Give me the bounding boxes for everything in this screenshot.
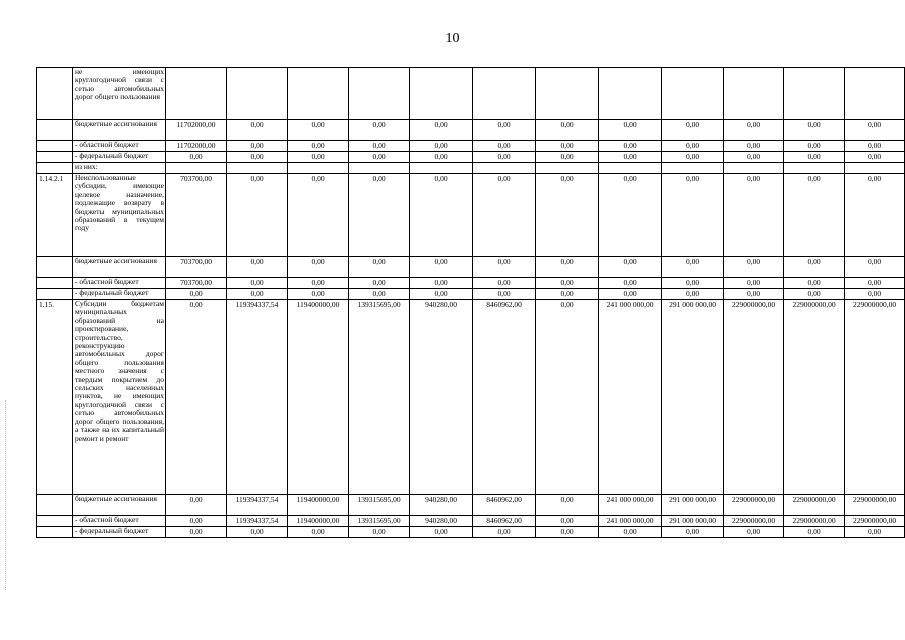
value-cell: 0,00 [845, 289, 905, 300]
value-cell: 0,00 [473, 141, 536, 152]
table-row [37, 300, 905, 495]
value-cell: 0,00 [784, 174, 845, 257]
value-cell: 229000000,00 [784, 300, 845, 495]
row-name: из них: [73, 163, 166, 174]
value-cell: 229000000,00 [724, 516, 784, 527]
value-cell: 0,00 [166, 300, 227, 495]
page-number: 10 [445, 31, 460, 46]
value-cell: 0,00 [227, 527, 288, 538]
value-cell [845, 163, 905, 174]
value-cell: 0,00 [166, 495, 227, 516]
value-cell: 139315695,00 [349, 516, 410, 527]
value-cell: 0,00 [410, 120, 473, 141]
row-name: - областной бюджет [73, 278, 166, 289]
value-cell: 0,00 [845, 152, 905, 163]
value-cell: 229000000,00 [845, 300, 905, 495]
value-cell: 11702000,00 [166, 120, 227, 141]
value-cell: 0,00 [473, 174, 536, 257]
value-cell: 0,00 [536, 289, 599, 300]
value-cell: 0,00 [410, 527, 473, 538]
value-cell: 0,00 [662, 289, 724, 300]
value-cell: 0,00 [349, 257, 410, 278]
value-cell: 0,00 [288, 152, 349, 163]
value-cell: 0,00 [536, 257, 599, 278]
row-name: - федеральный бюджет [73, 152, 166, 163]
value-cell: 0,00 [288, 141, 349, 152]
value-cell [473, 163, 536, 174]
value-cell: 0,00 [724, 174, 784, 257]
value-cell: 0,00 [662, 278, 724, 289]
value-cell: 0,00 [473, 257, 536, 278]
row-code: 1.15. [37, 300, 73, 495]
value-cell: 0,00 [845, 141, 905, 152]
value-cell [536, 163, 599, 174]
table-row [37, 527, 905, 538]
value-cell: 0,00 [410, 257, 473, 278]
value-cell: 0,00 [473, 120, 536, 141]
value-cell: 703700,00 [166, 278, 227, 289]
value-cell: 119394337,54 [227, 516, 288, 527]
value-cell [599, 68, 662, 120]
value-cell: 0,00 [784, 289, 845, 300]
table-row [37, 278, 905, 289]
value-cell: 0,00 [227, 152, 288, 163]
value-cell: 0,00 [724, 527, 784, 538]
row-code [37, 527, 73, 538]
value-cell: 291 000 000,00 [662, 300, 724, 495]
value-cell: 0,00 [784, 527, 845, 538]
value-cell [662, 163, 724, 174]
value-cell: 0,00 [536, 278, 599, 289]
row-code [37, 141, 73, 152]
value-cell: 0,00 [784, 141, 845, 152]
value-cell: 0,00 [227, 174, 288, 257]
value-cell: 119394337,54 [227, 495, 288, 516]
value-cell: 0,00 [288, 174, 349, 257]
value-cell [349, 68, 410, 120]
row-code [37, 120, 73, 141]
value-cell: 0,00 [536, 495, 599, 516]
value-cell: 11702000,00 [166, 141, 227, 152]
value-cell: 0,00 [662, 120, 724, 141]
value-cell: 0,00 [784, 120, 845, 141]
value-cell: 0,00 [410, 141, 473, 152]
value-cell: 241 000 000,00 [599, 300, 662, 495]
table-row [37, 289, 905, 300]
value-cell [410, 68, 473, 120]
value-cell: 0,00 [599, 289, 662, 300]
value-cell: 0,00 [845, 120, 905, 141]
value-cell: 0,00 [349, 278, 410, 289]
value-cell: 0,00 [845, 174, 905, 257]
value-cell: 0,00 [536, 120, 599, 141]
value-cell: 0,00 [473, 527, 536, 538]
value-cell: 0,00 [349, 120, 410, 141]
value-cell [473, 68, 536, 120]
value-cell [724, 68, 784, 120]
table-row [37, 257, 905, 278]
value-cell: 0,00 [288, 289, 349, 300]
row-name: бюджетные ассигнования [73, 495, 166, 516]
value-cell: 0,00 [227, 120, 288, 141]
row-code [37, 289, 73, 300]
value-cell: 703700,00 [166, 257, 227, 278]
value-cell: 0,00 [724, 120, 784, 141]
value-cell: 0,00 [227, 257, 288, 278]
value-cell: 0,00 [724, 257, 784, 278]
value-cell [227, 68, 288, 120]
row-name: - федеральный бюджет [73, 289, 166, 300]
value-cell: 940280,00 [410, 495, 473, 516]
row-name: - областной бюджет [73, 141, 166, 152]
value-cell: 0,00 [599, 141, 662, 152]
value-cell: 0,00 [536, 300, 599, 495]
value-cell: 8460962,00 [473, 516, 536, 527]
value-cell: 0,00 [599, 257, 662, 278]
row-code: 1.14.2.1 [37, 174, 73, 257]
value-cell [599, 163, 662, 174]
value-cell: 0,00 [349, 527, 410, 538]
row-name: бюджетные ассигнования [73, 257, 166, 278]
value-cell: 229000000,00 [845, 516, 905, 527]
value-cell: 0,00 [227, 278, 288, 289]
value-cell: 0,00 [599, 152, 662, 163]
value-cell [784, 163, 845, 174]
value-cell: 0,00 [845, 527, 905, 538]
row-code [37, 257, 73, 278]
value-cell: 0,00 [662, 257, 724, 278]
value-cell: 0,00 [410, 174, 473, 257]
row-code [37, 152, 73, 163]
value-cell: 0,00 [349, 141, 410, 152]
value-cell: 0,00 [349, 152, 410, 163]
row-name: - федеральный бюджет [73, 527, 166, 538]
value-cell: 0,00 [536, 174, 599, 257]
table-row [37, 174, 905, 257]
value-cell: 8460962,00 [473, 495, 536, 516]
value-cell: 291 000 000,00 [662, 516, 724, 527]
value-cell: 0,00 [536, 516, 599, 527]
value-cell: 0,00 [227, 141, 288, 152]
value-cell: 0,00 [724, 152, 784, 163]
value-cell: 229000000,00 [784, 516, 845, 527]
value-cell: 0,00 [662, 141, 724, 152]
value-cell: 139315695,00 [349, 300, 410, 495]
value-cell: 229000000,00 [784, 495, 845, 516]
value-cell: 0,00 [845, 257, 905, 278]
value-cell: 940280,00 [410, 300, 473, 495]
value-cell: 0,00 [166, 289, 227, 300]
value-cell [227, 163, 288, 174]
value-cell: 8460962,00 [473, 300, 536, 495]
value-cell: 229000000,00 [724, 300, 784, 495]
value-cell: 0,00 [724, 289, 784, 300]
value-cell [410, 163, 473, 174]
value-cell: 0,00 [410, 278, 473, 289]
value-cell: 0,00 [288, 278, 349, 289]
value-cell: 940280,00 [410, 516, 473, 527]
value-cell: 0,00 [349, 174, 410, 257]
value-cell: 0,00 [599, 174, 662, 257]
value-cell: 0,00 [473, 289, 536, 300]
table-row [37, 68, 905, 120]
value-cell [724, 163, 784, 174]
value-cell: 0,00 [166, 527, 227, 538]
row-code [37, 163, 73, 174]
value-cell [166, 68, 227, 120]
value-cell: 0,00 [473, 278, 536, 289]
row-name: не имеющих круглогодичной связи с сетью автомобильных дорог общего пользования [73, 68, 166, 120]
value-cell: 0,00 [724, 278, 784, 289]
value-cell: 0,00 [784, 278, 845, 289]
value-cell: 139315695,00 [349, 495, 410, 516]
value-cell [845, 68, 905, 120]
value-cell: 0,00 [724, 141, 784, 152]
value-cell: 119400000,00 [288, 516, 349, 527]
value-cell: 241 000 000,00 [599, 516, 662, 527]
row-name: - областной бюджет [73, 516, 166, 527]
value-cell: 0,00 [662, 152, 724, 163]
value-cell: 0,00 [410, 152, 473, 163]
value-cell [288, 163, 349, 174]
row-name: Субсидии бюджетам муниципальных образований на проектирование, строительство, реконструкцию автомобильных дорог общего пользования местного значения с твердым покрытием до сельских населенных пунктов, не имеющих круглогодичной связи с сетью автомобильных дорог общего пользования, а также на их капитальный ремонт и ремонт [73, 300, 166, 495]
value-cell [536, 68, 599, 120]
row-code [37, 495, 73, 516]
value-cell [166, 163, 227, 174]
value-cell [349, 163, 410, 174]
value-cell: 0,00 [536, 141, 599, 152]
table-row [37, 152, 905, 163]
value-cell: 0,00 [536, 152, 599, 163]
table-row [37, 516, 905, 527]
value-cell [288, 68, 349, 120]
table-row [37, 163, 905, 174]
scan-margin-marks [5, 400, 8, 590]
table-row [37, 120, 905, 141]
value-cell: 0,00 [784, 152, 845, 163]
value-cell: 0,00 [410, 289, 473, 300]
table-row [37, 495, 905, 516]
value-cell: 0,00 [227, 289, 288, 300]
value-cell: 0,00 [166, 152, 227, 163]
value-cell: 0,00 [349, 289, 410, 300]
value-cell [784, 68, 845, 120]
value-cell: 0,00 [288, 527, 349, 538]
value-cell: 0,00 [662, 174, 724, 257]
value-cell: 119400000,00 [288, 495, 349, 516]
row-code [37, 278, 73, 289]
row-code [37, 516, 73, 527]
row-code [37, 68, 73, 120]
value-cell: 0,00 [662, 527, 724, 538]
value-cell: 241 000 000,00 [599, 495, 662, 516]
value-cell: 291 000 000,00 [662, 495, 724, 516]
value-cell: 0,00 [599, 278, 662, 289]
value-cell: 703700,00 [166, 174, 227, 257]
value-cell: 0,00 [599, 120, 662, 141]
value-cell: 119394337,54 [227, 300, 288, 495]
table-row [37, 141, 905, 152]
budget-table [36, 67, 905, 538]
row-name: бюджетные ассигнования [73, 120, 166, 141]
value-cell: 0,00 [599, 527, 662, 538]
row-name: Неиспользованные субсидии, имеющие целевое назначение, подлежащие возврату в бюджеты муниципальных образований в текущем году [73, 174, 166, 257]
value-cell: 0,00 [784, 257, 845, 278]
value-cell [662, 68, 724, 120]
value-cell: 229000000,00 [845, 495, 905, 516]
value-cell: 0,00 [536, 527, 599, 538]
value-cell: 0,00 [473, 152, 536, 163]
value-cell: 0,00 [288, 120, 349, 141]
value-cell: 229000000,00 [724, 495, 784, 516]
value-cell: 0,00 [288, 257, 349, 278]
value-cell: 0,00 [166, 516, 227, 527]
value-cell: 0,00 [845, 278, 905, 289]
value-cell: 119400000,00 [288, 300, 349, 495]
